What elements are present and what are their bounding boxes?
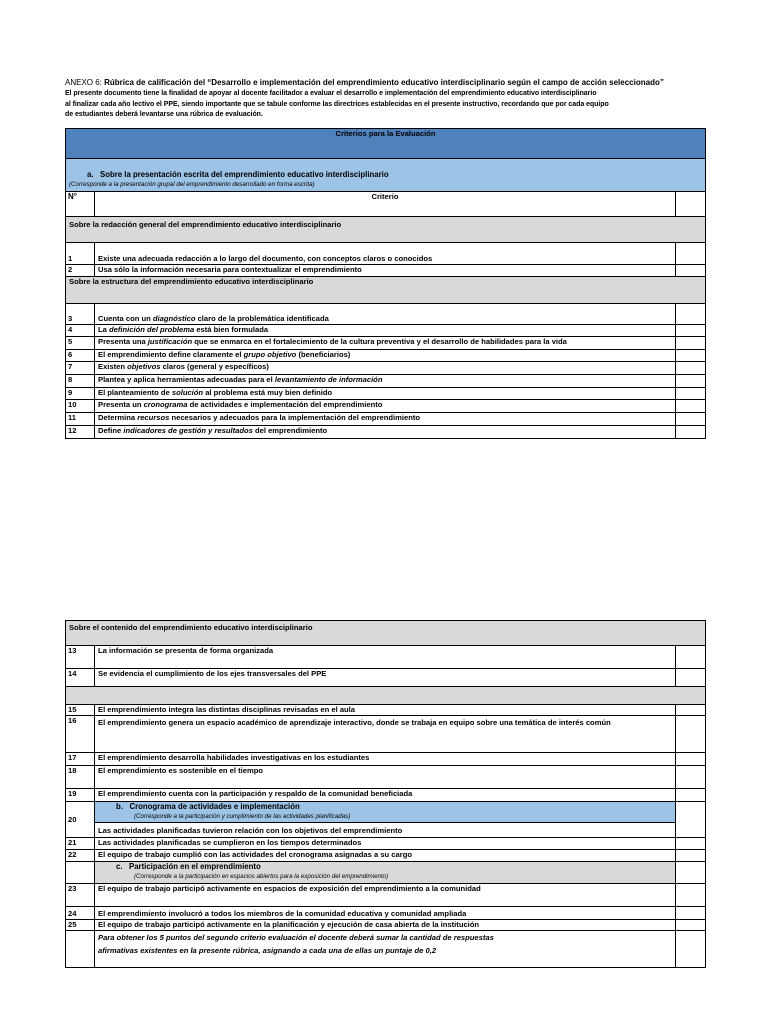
- criterion-part: al problema está muy bien definido: [203, 388, 333, 397]
- criterion-emphasis: definición del problema: [108, 325, 195, 334]
- criterion-text: El emprendimiento integra las distintas disciplinas revisadas en el aula: [95, 705, 676, 716]
- section-a-header: [66, 159, 706, 192]
- criterion-emphasis: levantamiento de información: [274, 375, 383, 384]
- row-number: 9: [66, 388, 95, 400]
- criterion-text-20: Las actividades planificadas tuvieron relación con los objetivos del emprendimiento: [98, 826, 403, 835]
- table-row: [66, 350, 706, 362]
- row-number: 18: [66, 766, 95, 789]
- score-cell[interactable]: [676, 362, 706, 375]
- row-number: 11: [66, 413, 95, 426]
- criterion-part: Presenta una: [98, 337, 148, 346]
- criterion-part: El emprendimiento define claramente el: [98, 350, 244, 359]
- criterion-part: Presenta un: [98, 400, 144, 409]
- score-cell[interactable]: [676, 862, 706, 884]
- score-cell[interactable]: [676, 413, 706, 426]
- section-a-label: a.: [87, 170, 94, 179]
- score-cell[interactable]: [676, 388, 706, 400]
- row-number: 21: [66, 838, 95, 850]
- criterion-part: La: [98, 325, 109, 334]
- section-b-note: (Corresponde a la participación y cumplimiento de las actividades planificadas): [134, 813, 351, 820]
- criterion-part: (beneficiarios): [296, 350, 351, 359]
- row-number-empty: [66, 931, 95, 968]
- criterion-text: El equipo de trabajo participó activamente en la planificación y ejecución de casa abierta de la institución: [95, 920, 676, 931]
- score-cell[interactable]: [676, 789, 706, 802]
- score-cell[interactable]: [676, 243, 706, 265]
- row-number: 10: [66, 400, 95, 413]
- criterion-text: El emprendimiento cuenta con la participación y respaldo de la comunidad beneficiada: [95, 789, 676, 802]
- section-a-title-text: Sobre la presentación escrita del emprendimiento educativo interdisciplinario: [100, 170, 389, 179]
- score-cell[interactable]: [676, 304, 706, 325]
- row-number: 2: [66, 265, 95, 277]
- criterion-text: [95, 350, 676, 362]
- criterion-text: [95, 388, 676, 400]
- criterion-text: [95, 802, 676, 838]
- criterion-text: Las actividades planificadas se cumplieron en los tiempos determinados: [95, 838, 676, 850]
- criterion-text: El emprendimiento involucró a todos los miembros de la comunidad educativa y comunidad ampliada: [95, 907, 676, 920]
- annex-title: [65, 78, 705, 88]
- row-number: 3: [66, 304, 95, 325]
- row-number: 23: [66, 884, 95, 907]
- score-cell[interactable]: [676, 753, 706, 766]
- criterion-part: necesarios y adecuados para la implementación del emprendimiento: [169, 413, 421, 422]
- row-number: 14: [66, 669, 95, 687]
- criterion-part: que se enmarca en el fortalecimiento de la cultura preventiva y el desarrollo de habilidades para la vida: [192, 337, 567, 346]
- final-note-line: Para obtener los 5 puntos del segundo criterio evaluación el docente deberá sumar la cantidad de respuestas: [98, 933, 494, 942]
- group-heading-redaccion: Sobre la redacción general del emprendimiento educativo interdisciplinario: [66, 217, 706, 243]
- row-number: 22: [66, 850, 95, 862]
- row-number: 16: [66, 716, 95, 753]
- section-c-title-text: Participación en el emprendimiento: [129, 862, 261, 871]
- table-row: [66, 426, 706, 439]
- section-b-label: b.: [116, 802, 123, 811]
- document-intro: [65, 78, 705, 121]
- score-cell[interactable]: [676, 705, 706, 716]
- section-c-header: [95, 862, 676, 884]
- row-number: 8: [66, 375, 95, 388]
- criterion-emphasis: indicadores de gestión y resultados: [123, 426, 253, 435]
- score-cell[interactable]: [676, 716, 706, 753]
- score-cell[interactable]: [676, 920, 706, 931]
- criterion-part: del emprendimiento: [252, 426, 328, 435]
- final-note-line: afirmativas existentes en la presente rúbrica, asignando a cada una de ellas un puntaje de 0,2: [98, 946, 437, 955]
- criterion-part: está bien formulada: [194, 325, 269, 334]
- criterion-emphasis: recursos: [137, 413, 170, 422]
- criterion-part: Define: [98, 426, 124, 435]
- score-cell[interactable]: [676, 375, 706, 388]
- criterion-part: Cuenta con un: [98, 314, 153, 323]
- table-row: [66, 375, 706, 388]
- table-row: [66, 413, 706, 426]
- row-number: 13: [66, 646, 95, 669]
- criterion-emphasis: grupo objetivo: [243, 350, 297, 359]
- criterion-text: [95, 426, 676, 439]
- table-row: [66, 337, 706, 350]
- row-number: 17: [66, 753, 95, 766]
- criterion-emphasis: objetivos: [127, 362, 161, 371]
- criterion-emphasis: cronograma: [143, 400, 188, 409]
- score-cell[interactable]: [676, 325, 706, 337]
- group-heading-estructura: Sobre la estructura del emprendimiento educativo interdisciplinario: [66, 277, 706, 304]
- final-note: [95, 931, 676, 968]
- score-cell[interactable]: [676, 669, 706, 687]
- criterion-part: Existe una adecuada redacción a lo largo del documento, con conceptos claros o conocidos: [98, 254, 433, 263]
- criterion-text: [95, 413, 676, 426]
- rubric-table-1: [65, 128, 706, 439]
- section-c-label: c.: [116, 862, 123, 871]
- row-number: 25: [66, 920, 95, 931]
- criterion-part: Usa sólo la información necesaria para contextualizar el emprendimiento: [98, 265, 362, 274]
- criterion-text: Se evidencia el cumplimiento de los ejes transversales del PPE: [95, 669, 676, 687]
- table-row: [66, 265, 706, 277]
- group-heading-contenido: Sobre el contenido del emprendimiento educativo interdisciplinario: [66, 621, 706, 646]
- score-cell[interactable]: [676, 426, 706, 439]
- table-row: [66, 243, 706, 265]
- criterion-text: [95, 375, 676, 388]
- criterion-part: de actividades e implementación del emprendimiento: [187, 400, 383, 409]
- section-b-title: [98, 802, 672, 812]
- intro-line: de estudiantes deberá levantarse una rúbrica de evaluación.: [65, 111, 263, 118]
- intro-line: al finalizar cada año lectivo el PPE, siendo importante que se tabule conforme las directrices establecidas en el presente instructivo, recordando que por cada equipo: [65, 100, 609, 108]
- score-cell[interactable]: [676, 931, 706, 968]
- criterion-text: El equipo de trabajo participó activamente en espacios de exposición del emprendimiento a la comunidad: [95, 884, 676, 907]
- score-cell[interactable]: [676, 907, 706, 920]
- section-b-header: [95, 802, 675, 823]
- table-row: [66, 325, 706, 337]
- row-number: 12: [66, 426, 95, 439]
- criterion-part: El planteamiento de: [98, 388, 172, 397]
- criterion-text: [95, 400, 676, 413]
- table-header: Criterios para la Evaluación: [66, 129, 706, 159]
- row-number: 20: [66, 802, 95, 838]
- table-row: [66, 388, 706, 400]
- criterion-part: Plantea y aplica herramientas adecuadas para el: [98, 375, 275, 384]
- criterion-text: El emprendimiento es sostenible en el tiempo: [95, 766, 676, 789]
- criterion-text: [95, 337, 676, 350]
- intro-line: El presente documento tiene la finalidad de apoyar al docente facilitador a evaluar el desarrollo e implementación del emprendimiento educativo interdisciplinario: [65, 90, 597, 97]
- criterion-part: Determina: [98, 413, 138, 422]
- column-header-number: N°: [66, 192, 95, 217]
- row-number: 24: [66, 907, 95, 920]
- criterion-text: [95, 362, 676, 375]
- row-number: 6: [66, 350, 95, 362]
- table-row: [66, 400, 706, 413]
- criterion-text: La información se presenta de forma organizada: [95, 646, 676, 669]
- score-cell[interactable]: [676, 337, 706, 350]
- score-cell[interactable]: [676, 766, 706, 789]
- annex-title-text: Rúbrica de calificación del “Desarrollo e implementación del emprendimiento educativo interdisciplinario según el campo de acción seleccionado”: [101, 78, 664, 87]
- section-c-title: [98, 862, 672, 872]
- section-c-note: (Corresponde a la participación en espacios abiertos para la exposición del emprendimiento): [134, 873, 389, 880]
- score-cell[interactable]: [676, 192, 706, 217]
- row-number: 19: [66, 789, 95, 802]
- score-cell[interactable]: [676, 400, 706, 413]
- row-number: 5: [66, 337, 95, 350]
- row-number: 7: [66, 362, 95, 375]
- criterion-text: [95, 325, 676, 337]
- column-header-criterio: Criterio: [95, 192, 676, 217]
- criterion-text: [95, 243, 676, 265]
- criterion-text: El emprendimiento desarrolla habilidades investigativas en los estudiantes: [95, 753, 676, 766]
- section-a-note: (Corresponde a la presentación grupal del emprendimiento desarrollado en forma escrita): [69, 181, 315, 188]
- rubric-table-2: [65, 620, 706, 968]
- row-number: 15: [66, 705, 95, 716]
- section-a-title: [69, 170, 702, 180]
- score-cell[interactable]: [676, 838, 706, 850]
- score-cell[interactable]: [676, 350, 706, 362]
- score-cell[interactable]: [676, 646, 706, 669]
- row-number: 4: [66, 325, 95, 337]
- criterion-part: claros (general y específicos): [160, 362, 269, 371]
- table-row: [66, 304, 706, 325]
- score-cell[interactable]: [676, 802, 706, 838]
- blank-grey-row: [66, 687, 706, 705]
- criterion-part: claro de la problemática identificada: [195, 314, 329, 323]
- criterion-text: [95, 304, 676, 325]
- criterion-emphasis: diagnóstico: [152, 314, 196, 323]
- section-b-title-text: Cronograma de actividades e implementación: [129, 802, 300, 811]
- criterion-text: [95, 265, 676, 277]
- annex-label: ANEXO 6:: [65, 78, 102, 87]
- criterion-part: Existen: [98, 362, 128, 371]
- criterion-text: El emprendimiento genera un espacio académico de aprendizaje interactivo, donde se trabaja en equipo sobre una temática de interés común: [95, 716, 676, 753]
- criterion-emphasis: solución: [171, 388, 204, 397]
- table-row: [66, 362, 706, 375]
- row-number-empty: [66, 862, 95, 884]
- score-cell[interactable]: [676, 850, 706, 862]
- score-cell[interactable]: [676, 265, 706, 277]
- score-cell[interactable]: [676, 884, 706, 907]
- criterion-emphasis: justificación: [147, 337, 193, 346]
- row-number: 1: [66, 243, 95, 265]
- criterion-text: El equipo de trabajo cumplió con las actividades del cronograma asignadas a su cargo: [95, 850, 676, 862]
